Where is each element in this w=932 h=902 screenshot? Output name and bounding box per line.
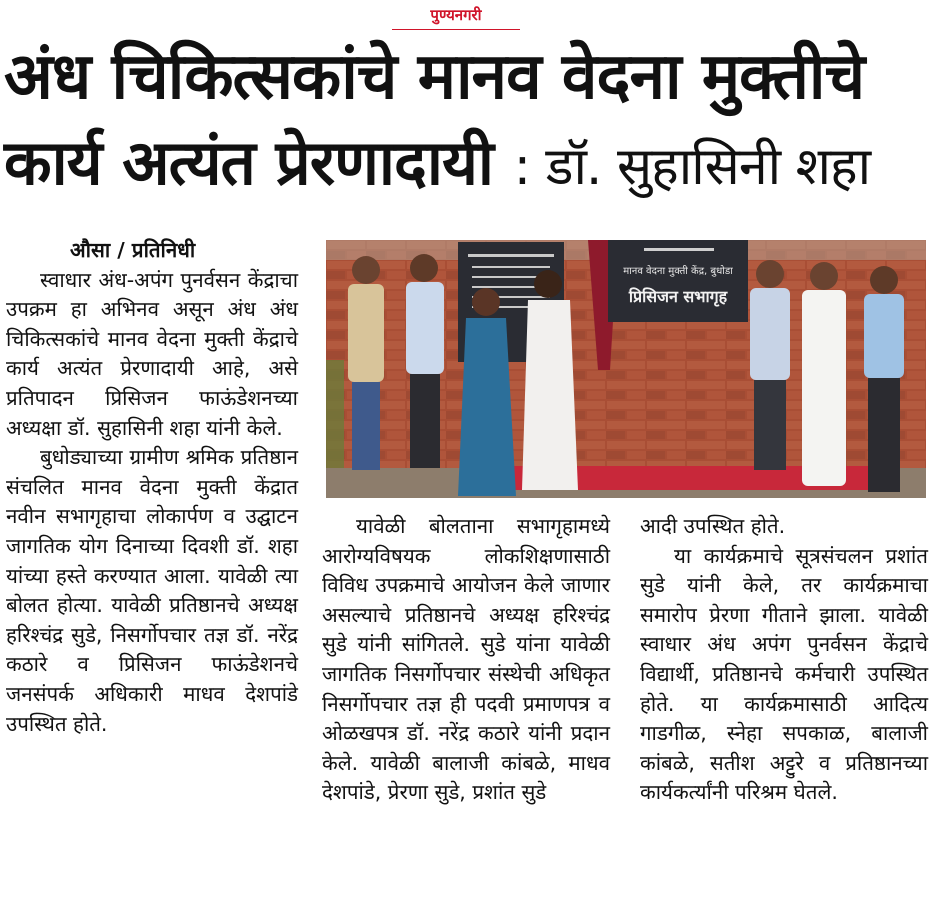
headline-line-2 [4,120,928,210]
article-column-1 [6,236,298,739]
person-4 [522,270,578,490]
plaque-title: प्रिसिजन सभागृह [628,287,728,306]
masthead-logo [410,4,502,28]
article-paragraph-3: यावेळी बोलताना सभागृहामध्ये आरोग्यविषयक लोकशिक्षणासाठी विविध उपक्रमाचे आयोजन केले जाणार असल्याचे प्रतिष्ठानचे अध्यक्ष हरिश्चंद्र सुडे यांनी सांगितले. सुडे यांना यावेळी जागतिक निसर्गोपचार संस्थेची अधिकृत निसर्गोपचार तज्ञ ही पदवी प्रमाणपत्र व ओळखपत्र डॉ. नरेंद्र कठारे यांनी प्रदान केले. यावेळी बालाजी कांबळे, माधव देशपांडे, प्रेरणा सुडे, प्रशांत सुडे [322,514,610,805]
headline-line-1: अंध चिकित्सकांचे मानव वेदना मुक्तीचे [4,40,865,114]
person-1 [348,256,384,470]
article-column-2 [322,512,610,808]
article-paragraph-3-continued: आदी उपस्थित होते. [640,514,786,538]
granite-plaque-right [608,240,748,322]
masthead-name: पुण्यनगरी [430,6,482,24]
article-paragraph-1: स्वाधार अंध-अपंग पुनर्वसन केंद्राचा उपक्रम हा अभिनव असून अंध अंध चिकित्सकांचे मानव वेदना मुक्ती केंद्राचे कार्य अत्यंत प्रेरणादायी आहे, असे प्रतिपादन प्रिसिजन फाऊंडेशनच्या अध्यक्षा डॉ. सुहासिनी शहा यांनी केले. [6,267,298,440]
article-paragraph-4: या कार्यक्रमाचे सूत्रसंचलन प्रशांत सुडे यांनी केले, तर कार्यक्रमाचा समारोप प्रेरणा गीताने झाला. यावेळी स्वाधार अंध अपंग पुनर्वसन केंद्राचे विद्यार्थी, प्रतिष्ठानचे कर्मचारी उपस्थित होते. या कार्यक्रमासाठी आदित्य गाडगीळ, स्नेहा सपकाळ, बालाजी कांबळे, सतीश अट्टुरे व प्रतिष्ठानच्या कार्यकर्त्यांनी परिश्रम घेतले. [640,543,928,805]
person-5 [750,260,790,470]
headline-byline: : डॉ. सुहासिनी शहा [513,137,871,197]
person-6 [802,262,846,486]
plaque-line: मानव वेदना मुक्ती केंद्र, बुधोडा [623,266,733,277]
event-photo [326,240,926,498]
dateline: औसा / प्रतिनिधी [70,238,196,262]
article-paragraph-2: बुधोड्याच्या ग्रामीण श्रमिक प्रतिष्ठान संचलित मानव वेदना मुक्ती केंद्रात नवीन सभागृहाचा लोकार्पण व उद्घाटन जागतिक योग दिनाच्या दिवशी डॉ. शहा यांच्या हस्ते करण्यात आला. यावेळी त्या बोलत होत्या. यावेळी प्रतिष्ठानचे अध्यक्ष हरिश्चंद्र सुडे, निसर्गोपचार तज्ञ डॉ. नरेंद्र कठारे व प्रिसिजन फाऊंडेशनचे जनसंपर्क अधिकारी माधव देशपांडे उपस्थित होते. [6,445,298,736]
photo-illustration [326,240,926,498]
person-7 [864,266,904,492]
headline-line-2-text: कार्य अत्यंत प्रेरणादायी [4,126,493,199]
person-2 [406,254,444,468]
article-column-3 [640,512,928,808]
masthead-rule [392,29,520,30]
